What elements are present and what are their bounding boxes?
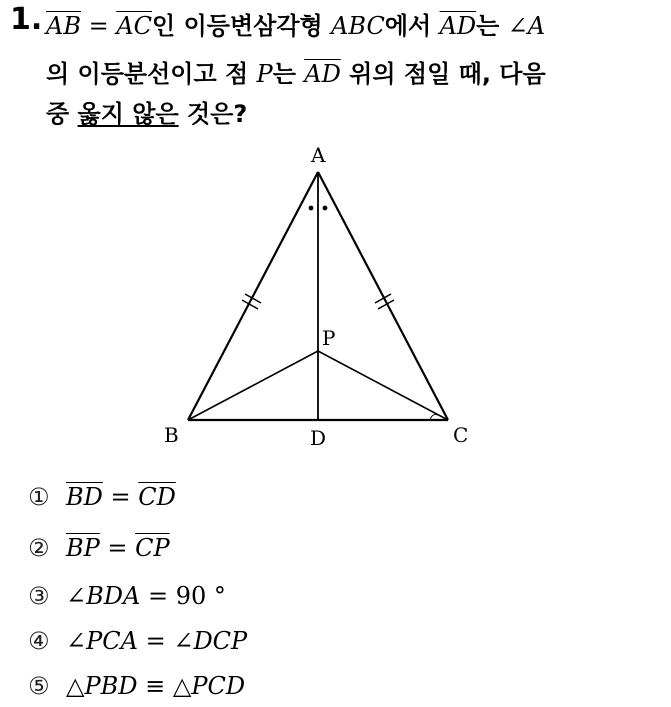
question-text: 의 이등분선이고 점 [46,60,257,88]
segment-ac: $\overline{AC}$ [116,12,153,40]
label-d: D [310,426,327,450]
choice-expr: $\overline{CD}$ [138,483,176,511]
choice-op: = [99,534,136,562]
question-text: 위의 점일 때, 다음 [340,60,546,88]
segment-ad: $\overline{AD}$ [439,12,477,40]
question-text: 인 이등변삼각형 [152,12,332,40]
segment-cp [318,351,448,420]
choice-5[interactable] [28,672,245,700]
angle-a: ∠A [507,12,546,40]
choice-value: 90 [175,582,207,610]
segment-ad: $\overline{AD}$ [304,60,341,88]
label-p: P [322,326,336,350]
question-text: 는 [476,12,508,40]
choice-expr: △PCD [172,672,246,700]
segment-ab: $\overline{AB}$ [46,12,81,40]
choice-expr: △PBD [66,672,138,700]
choice-number: ② [28,534,50,562]
question-line-2 [46,54,546,89]
choice-number: ③ [28,582,50,610]
choice-op: = [140,582,176,610]
question-text: 중 [46,100,78,128]
choice-2[interactable] [28,534,170,562]
question-text: 는 [272,60,305,88]
choice-number: ④ [28,627,50,655]
choice-number: ① [28,483,50,511]
equals-sign: = [80,12,117,40]
triangle-figure [150,140,490,450]
question-line-1 [46,6,545,41]
side-ac [318,172,448,420]
label-c: C [453,423,469,447]
angle-dot-left [309,206,314,211]
triangle-abc: ABC [331,12,385,40]
choice-expr: $\overline{BD}$ [66,483,103,511]
choice-op: = [102,483,139,511]
choice-number: ⑤ [28,672,50,700]
choice-op: = [137,627,174,655]
question-text: 것은? [178,100,248,128]
label-a: A [311,143,326,167]
segment-bp [188,351,318,420]
choice-op: ≡ [137,672,173,700]
point-p: P [256,60,273,88]
choice-4[interactable] [28,627,247,655]
question-text: 에서 [384,12,440,40]
degree-unit: ° [206,582,226,610]
choice-expr: $\overline{CP}$ [135,534,170,562]
choice-3[interactable] [28,582,226,610]
angle-dot-right [323,206,328,211]
choice-expr: ∠PCA [66,627,138,655]
choice-expr: ∠BDA [66,582,141,610]
question-number: 1. [10,2,43,37]
question-line-3 [46,94,247,129]
choice-expr: $\overline{BP}$ [66,534,100,562]
label-b: B [164,423,179,447]
side-ab [188,172,318,420]
choice-1[interactable] [28,483,176,511]
choice-expr: ∠DCP [173,627,248,655]
emphasis-not-correct: 옳지 않은 [77,100,179,128]
